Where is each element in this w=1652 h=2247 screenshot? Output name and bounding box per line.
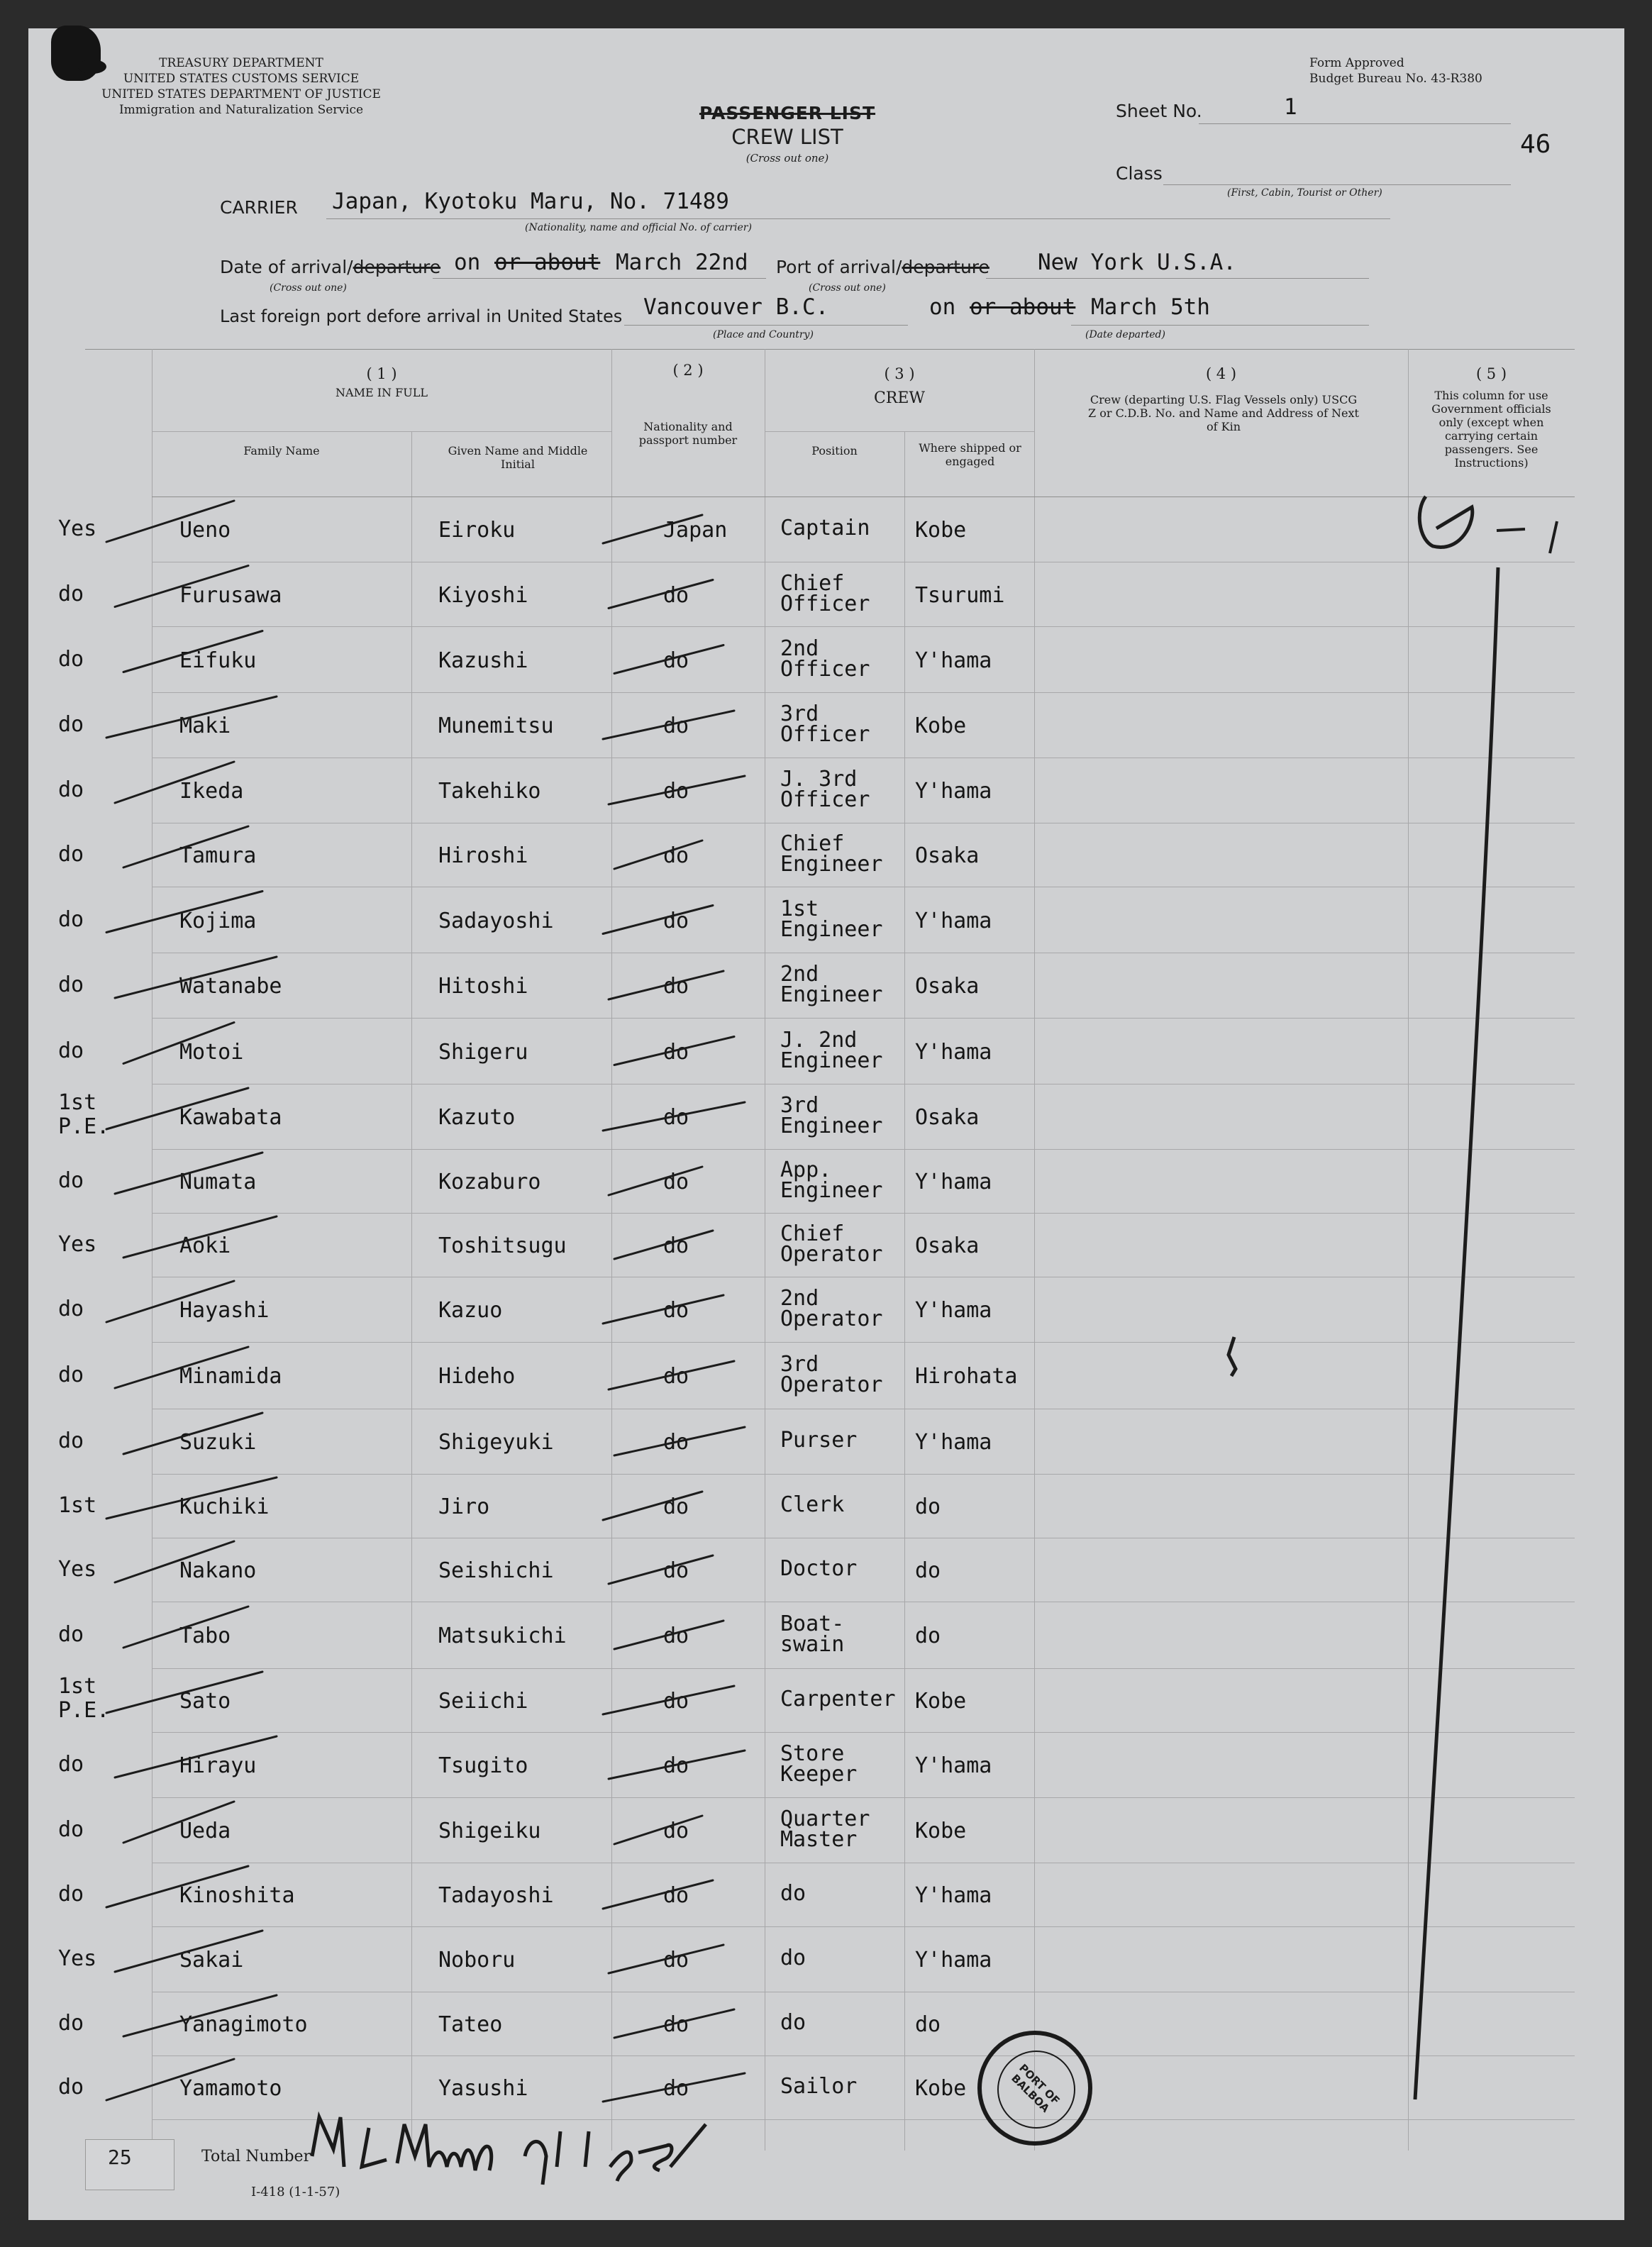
row-mark: do	[58, 712, 84, 737]
row-mark: do	[58, 581, 84, 606]
port-value: New York U.S.A.	[1038, 250, 1236, 275]
family-name: Hirayu	[179, 1753, 257, 1778]
nationality: do	[663, 1233, 689, 1258]
given-name: Tadayoshi	[438, 1883, 554, 1908]
family-name: Yamamoto	[179, 2076, 282, 2101]
check-stroke	[603, 1102, 745, 1131]
family-name: Ikeda	[179, 779, 244, 804]
budget-bureau-text: Budget Bureau No. 43-R380	[1309, 72, 1482, 86]
position: Chief Officer	[780, 570, 870, 616]
where-shipped: Kobe	[915, 2076, 967, 2101]
check-stroke	[609, 580, 713, 609]
family-name: Motoi	[179, 1039, 244, 1065]
position: J. 2nd Engineer	[780, 1027, 883, 1073]
row-mark: do	[58, 1882, 84, 1907]
position: do	[780, 1946, 806, 1970]
position: 1st Engineer	[780, 896, 883, 942]
port-stamp	[977, 2031, 1092, 2146]
row-mark: do	[58, 777, 84, 802]
nationality: do	[663, 1039, 689, 1065]
check-stroke	[106, 697, 277, 738]
check-stroke	[603, 1492, 702, 1520]
given-name: Kazuo	[438, 1298, 503, 1323]
check-stroke	[614, 645, 724, 674]
given-name: Yasushi	[438, 2076, 528, 2101]
position: do	[780, 1881, 806, 1906]
check-stroke	[106, 1477, 277, 1519]
check-stroke	[123, 826, 248, 867]
col2-number: ( 2 )	[672, 362, 704, 379]
given-name: Seishichi	[438, 1558, 554, 1583]
where-shipped: Kobe	[915, 714, 967, 738]
given-name: Sadayoshi	[438, 908, 554, 933]
check-stroke	[123, 1995, 277, 2036]
carrier-value: Japan, Kyotoku Maru, No. 71489	[332, 189, 729, 214]
row-mark: do	[58, 1817, 84, 1842]
position: 2nd Engineer	[780, 962, 883, 1007]
where-shipped: Osaka	[915, 974, 980, 999]
last-port-value: Vancouver B.C.	[643, 294, 829, 320]
where-shipped: Y'hama	[915, 779, 992, 804]
check-stroke	[106, 1672, 262, 1713]
check-stroke	[123, 1023, 234, 1064]
struck-or-about: or about	[494, 250, 601, 275]
family-name: Ueno	[179, 518, 231, 543]
position: Captain	[780, 516, 870, 540]
check-stroke	[123, 631, 262, 672]
check-stroke	[106, 1088, 248, 1129]
col2-title: Nationality and passport number	[638, 420, 738, 447]
check-stroke	[115, 957, 277, 998]
given-name-header: Given Name and Middle Initial	[448, 444, 588, 471]
nationality: do	[663, 648, 689, 673]
check-stroke	[603, 1295, 724, 1324]
check-stroke	[115, 1541, 234, 1582]
position-header: Position	[811, 444, 858, 457]
dept-line: UNITED STATES CUSTOMS SERVICE	[123, 72, 360, 86]
where-shipped: Osaka	[915, 1233, 980, 1258]
form-approved-text: Form Approved	[1309, 56, 1404, 70]
col1-number: ( 1 )	[366, 365, 397, 382]
check-stroke	[106, 2059, 234, 2100]
nationality: do	[663, 908, 689, 933]
nationality: do	[663, 1948, 689, 1973]
carrier-caption: (Nationality, name and official No. of carrier)	[525, 222, 752, 233]
row-mark: do	[58, 842, 84, 867]
position: Sailor	[780, 2074, 858, 2099]
given-name: Jiro	[438, 1494, 490, 1519]
where-shipped: Y'hama	[915, 648, 992, 673]
total-number-label: Total Number	[201, 2148, 311, 2165]
last-port-on: on	[929, 294, 956, 320]
check-stroke	[609, 776, 745, 804]
col5-number: ( 5 )	[1475, 365, 1507, 382]
d1-annotation-mark	[1419, 496, 1472, 547]
position: Carpenter	[780, 1687, 896, 1711]
given-name: Munemitsu	[438, 714, 554, 738]
row-mark: do	[58, 1752, 84, 1777]
check-stroke	[106, 1281, 234, 1322]
given-name: Shigeiku	[438, 1819, 541, 1843]
nationality: Japan	[663, 518, 728, 543]
check-stroke	[614, 1037, 734, 1065]
check-stroke	[614, 1231, 713, 1259]
where-shipped: Osaka	[915, 843, 980, 868]
where-shipped: Y'hama	[915, 1883, 992, 1908]
nationality: do	[663, 1558, 689, 1583]
position: 2nd Operator	[780, 1286, 883, 1331]
nationality: do	[663, 2076, 689, 2101]
last-port-label: Last foreign port defore arrival in United States	[220, 306, 623, 326]
nationality: do	[663, 1105, 689, 1130]
struck-departure: departure	[902, 257, 989, 277]
struck-departure: departure	[353, 257, 441, 277]
row-mark: Yes	[58, 516, 97, 541]
position: 2nd Officer	[780, 636, 870, 682]
given-name: Shigeru	[438, 1039, 528, 1065]
check-stroke	[609, 1361, 734, 1389]
nationality: do	[663, 843, 689, 868]
given-name: Kazuto	[438, 1105, 516, 1130]
check-stroke	[609, 971, 724, 999]
position: 3rd Operator	[780, 1352, 883, 1397]
row-mark: do	[58, 1622, 84, 1647]
check-stroke	[123, 1216, 277, 1258]
check-stroke	[123, 1413, 262, 1454]
col1-title: NAME IN FULL	[336, 386, 428, 399]
dept-line: Immigration and Naturalization Service	[118, 103, 364, 117]
dept-line: TREASURY DEPARTMENT	[159, 56, 323, 70]
family-name: Nakano	[179, 1558, 257, 1583]
col4-number: ( 4 )	[1205, 365, 1237, 382]
position: Doctor	[780, 1556, 858, 1581]
family-name: Hayashi	[179, 1298, 270, 1323]
family-name: Watanabe	[179, 974, 282, 999]
family-name: Maki	[179, 714, 231, 738]
arrival-caption: (Cross out one)	[270, 282, 347, 294]
given-name: Kazushi	[438, 648, 528, 673]
check-stroke	[115, 1736, 277, 1777]
position: Clerk	[780, 1492, 845, 1517]
nationality: do	[663, 1624, 689, 1648]
check-stroke	[115, 1931, 262, 1972]
cross-out-note: (Cross out one)	[745, 152, 829, 165]
row-mark: 1st P.E.	[58, 1090, 110, 1139]
family-name: Kojima	[179, 908, 257, 933]
check-stroke	[603, 2073, 745, 2102]
given-name: Tateo	[438, 2012, 503, 2037]
check-stroke	[115, 1347, 248, 1388]
nationality: do	[663, 1753, 689, 1778]
family-name: Eifuku	[179, 648, 257, 673]
ditto-vertical-line	[1415, 567, 1498, 2099]
given-name: Seiichi	[438, 1689, 528, 1714]
row-mark: do	[58, 646, 84, 672]
row-mark: Yes	[58, 1232, 97, 1257]
family-name: Tabo	[179, 1624, 231, 1648]
col4-title: Crew (departing U.S. Flag Vessels only) USCG Z or C.D.B. No. and Name and Address of Next of Kin	[1088, 393, 1359, 433]
check-stroke	[614, 1816, 702, 1844]
nationality: do	[663, 1494, 689, 1519]
row-mark: do	[58, 2075, 84, 2099]
where-shipped: do	[915, 2012, 941, 2037]
arrival-label-text: Date of arrival/	[220, 257, 353, 277]
port-label-text: Port of arrival/	[776, 257, 902, 277]
position: 3rd Engineer	[780, 1093, 883, 1138]
family-name: Kawabata	[179, 1105, 282, 1130]
last-port-date: March 5th	[1091, 294, 1210, 320]
check-stroke	[603, 906, 713, 934]
check-stroke	[106, 1866, 248, 1907]
family-name: Kinoshita	[179, 1883, 295, 1908]
check-stroke	[115, 566, 248, 607]
given-name: Takehiko	[438, 779, 541, 804]
position: do	[780, 2010, 806, 2035]
row-mark: Yes	[58, 1557, 97, 1582]
family-name: Numata	[179, 1170, 257, 1194]
nationality: do	[663, 1364, 689, 1389]
position: Chief Operator	[780, 1221, 883, 1267]
row-mark: do	[58, 1363, 84, 1387]
row-mark: do	[58, 1168, 84, 1193]
class-label: Class	[1116, 163, 1163, 184]
check-stroke	[609, 1751, 745, 1779]
position: Chief Engineer	[780, 831, 883, 877]
given-name: Matsukichi	[438, 1624, 567, 1648]
family-name: Kuchiki	[179, 1494, 270, 1519]
where-shipped: Y'hama	[915, 908, 992, 933]
position: 3rd Officer	[780, 701, 870, 747]
class-caption: (First, Cabin, Tourist or Other)	[1227, 187, 1382, 199]
struck-title: PASSENGER LIST	[699, 103, 876, 123]
check-stroke	[614, 1427, 745, 1455]
date-departed-caption: (Date departed)	[1085, 329, 1165, 340]
where-shipped: Y'hama	[915, 1039, 992, 1065]
row-mark: do	[58, 1428, 84, 1453]
nationality: do	[663, 1819, 689, 1843]
given-name: Shigeyuki	[438, 1430, 554, 1455]
where-shipped: Y'hama	[915, 1948, 992, 1973]
arrival-on: on	[454, 250, 481, 275]
where-shipped-header: Where shipped or engaged	[919, 441, 1021, 468]
family-name: Aoki	[179, 1233, 231, 1258]
row-mark: 1st P.E.	[58, 1674, 110, 1723]
nationality: do	[663, 1430, 689, 1455]
page-number: 46	[1520, 130, 1551, 159]
sheet-label: Sheet No.	[1116, 101, 1202, 121]
position: App. Engineer	[780, 1158, 883, 1203]
where-shipped: do	[915, 1624, 941, 1648]
check-stroke	[603, 711, 734, 739]
position: Store Keeper	[780, 1741, 858, 1787]
where-shipped: Kobe	[915, 1689, 967, 1714]
total-value: 25	[108, 2146, 132, 2169]
nationality: do	[663, 1883, 689, 1908]
row-mark: do	[58, 972, 84, 997]
given-name: Hiroshi	[438, 843, 528, 868]
family-name: Tamura	[179, 843, 257, 868]
col5-title: This column for use Government officials only (except when carrying certain passengers. See Instructions)	[1431, 389, 1551, 470]
given-name: Toshitsugu	[438, 1233, 567, 1258]
check-stroke	[115, 762, 234, 803]
col3-title: CREW	[873, 389, 926, 407]
stray-mark	[1229, 1337, 1236, 1376]
arrival-date: March 22nd	[616, 250, 748, 275]
family-name: Ueda	[179, 1819, 231, 1843]
given-name: Hideho	[438, 1364, 516, 1389]
nationality: do	[663, 779, 689, 804]
nationality: do	[663, 1170, 689, 1194]
family-name: Sakai	[179, 1948, 244, 1973]
row-mark: do	[58, 2011, 84, 2036]
check-stroke	[603, 1880, 713, 1909]
given-name: Kiyoshi	[438, 582, 528, 608]
stamp-text: PORT OF BALBOA	[1009, 2061, 1063, 2115]
check-stroke	[614, 1621, 724, 1649]
family-name: Suzuki	[179, 1430, 257, 1455]
given-name: Noboru	[438, 1948, 516, 1973]
check-stroke	[609, 1555, 713, 1584]
row-mark: do	[58, 1038, 84, 1063]
family-name: Sato	[179, 1689, 231, 1714]
check-stroke	[609, 1945, 724, 1973]
check-stroke	[609, 1167, 702, 1195]
where-shipped: do	[915, 1494, 941, 1519]
family-name: Minamida	[179, 1364, 282, 1389]
family-name: Yanagimoto	[179, 2012, 308, 2037]
where-shipped: Y'hama	[915, 1298, 992, 1323]
position: Boat- swain	[780, 1611, 845, 1657]
where-shipped: Hirohata	[915, 1364, 1018, 1389]
form-number: I-418 (1-1-57)	[251, 2185, 340, 2199]
check-stroke	[123, 1802, 234, 1843]
given-name: Tsugito	[438, 1753, 528, 1778]
given-name: Eiroku	[438, 518, 516, 543]
where-shipped: Kobe	[915, 1819, 967, 1843]
where-shipped: Kobe	[915, 518, 967, 543]
check-stroke	[106, 892, 262, 933]
given-name: Kozaburo	[438, 1170, 541, 1194]
check-stroke	[614, 840, 702, 869]
row-mark: do	[58, 1297, 84, 1321]
row-mark: Yes	[58, 1946, 97, 1971]
dept-line: UNITED STATES DEPARTMENT OF JUSTICE	[101, 87, 381, 101]
where-shipped: Y'hama	[915, 1170, 992, 1194]
check-stroke	[603, 515, 702, 543]
given-name: Hitoshi	[438, 974, 528, 999]
struck-or-about: or about	[970, 294, 1076, 320]
nationality: do	[663, 714, 689, 738]
carrier-label: CARRIER	[220, 197, 298, 218]
check-stroke	[106, 501, 234, 542]
row-mark: do	[58, 906, 84, 932]
port-caption: (Cross out one)	[809, 282, 886, 294]
position: Purser	[780, 1428, 858, 1453]
nationality: do	[663, 2012, 689, 2037]
where-shipped: Y'hama	[915, 1430, 992, 1455]
crew-list-title: CREW LIST	[731, 125, 843, 149]
nationality: do	[663, 1689, 689, 1714]
position: J. 3rd Officer	[780, 767, 870, 812]
nationality: do	[663, 1298, 689, 1323]
sheet-number: 1	[1284, 94, 1297, 120]
row-mark: 1st	[58, 1493, 97, 1518]
family-name: Furusawa	[179, 582, 282, 608]
nationality: do	[663, 582, 689, 608]
where-shipped: Y'hama	[915, 1753, 992, 1778]
check-stroke	[614, 2009, 734, 2038]
where-shipped: do	[915, 1558, 941, 1583]
where-shipped: Osaka	[915, 1105, 980, 1130]
last-port-caption: (Place and Country)	[713, 329, 814, 340]
check-stroke	[115, 1153, 262, 1194]
nationality: do	[663, 974, 689, 999]
check-stroke	[603, 1686, 734, 1714]
family-name-header: Family Name	[243, 444, 320, 457]
position: Quarter Master	[780, 1807, 870, 1852]
col3-number: ( 3 )	[884, 365, 915, 382]
check-stroke	[123, 1607, 248, 1648]
where-shipped: Tsurumi	[915, 582, 1005, 608]
